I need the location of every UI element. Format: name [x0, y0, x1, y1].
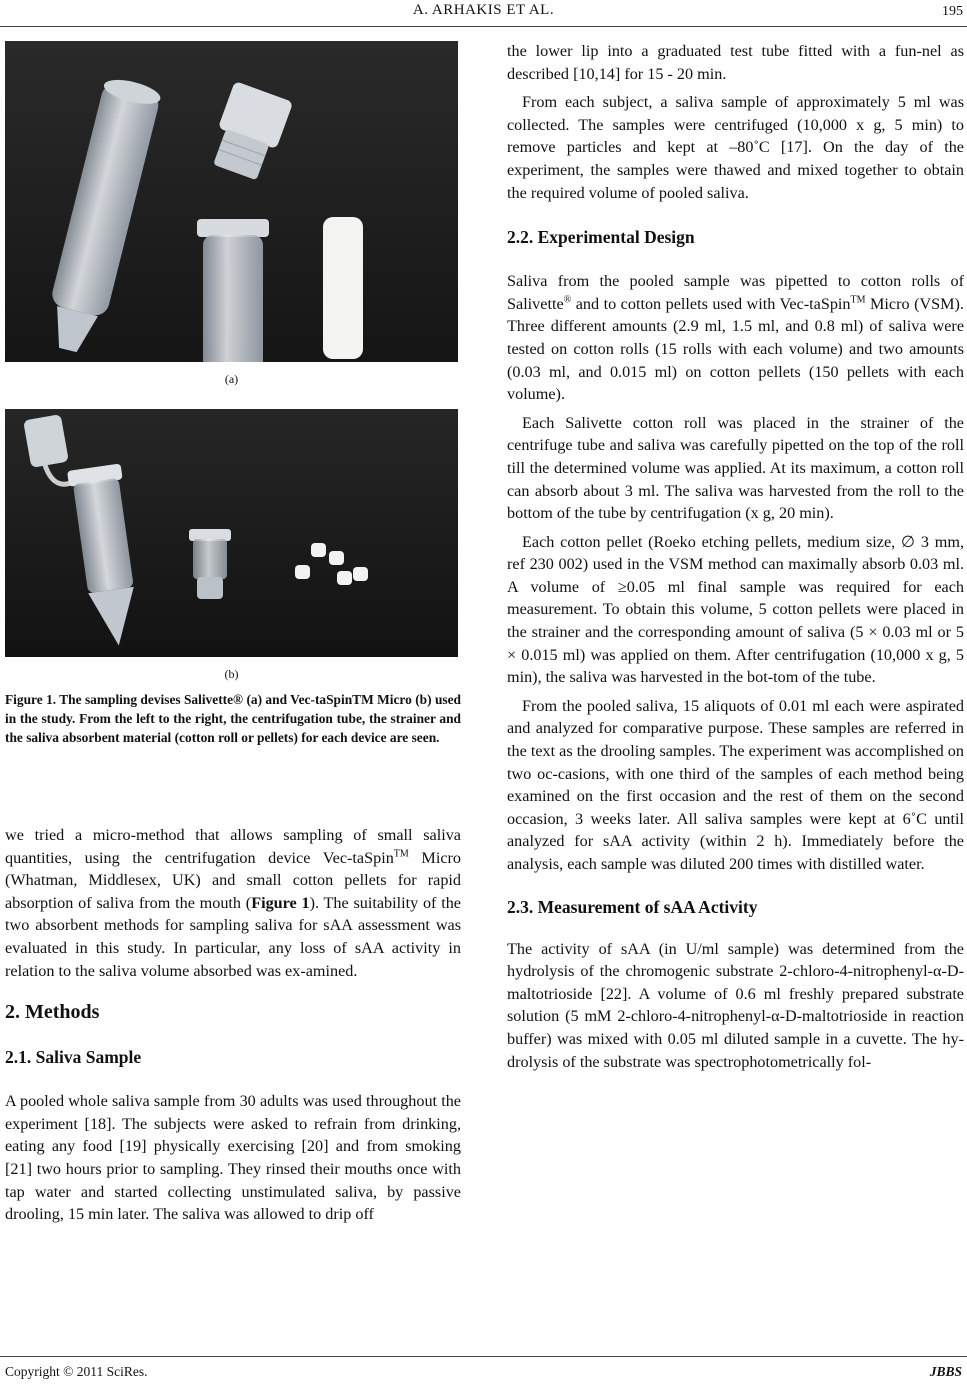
- section-heading-methods: 2. Methods: [5, 1001, 100, 1024]
- registered-mark: ®: [563, 294, 572, 306]
- text-run: ). The suitability of the two absorbent methods for sampling saliva for sAA assessment was evaluated in this study. In particular, any loss of sAA activity in relation to the saliva volume absorbed was ex-amined.: [5, 893, 461, 980]
- subsection-heading-measurement: 2.3. Measurement of sAA Activity: [507, 896, 758, 917]
- text-run: we tried a micro-method that allows sampling of small saliva quantities, using the centrifugation device Vec-taSpin: [5, 826, 461, 867]
- header-rule: [0, 26, 967, 27]
- right-paragraph-5: Each cotton pellet (Roeko etching pellets, medium size, ∅ 3 mm, ref 230 002) used in the VSM method can maximally absorb 0.03 ml. A volume of ≥0.05 ml final sample was required for each measurement. To obtain this volume, 5 cotton pellets were placed in the strainer and the corresponding amount of saliva (5 × 0.03 ml or 5 × 0.015 ml) was applied on them. After centrifugation (10,000 x g, 5 min), the saliva was harvested in the bot-tom of the tube.: [507, 532, 964, 687]
- trademark-mark: TM: [850, 294, 866, 306]
- footer-rule: [0, 1356, 967, 1357]
- page-number: 195: [942, 4, 963, 19]
- text-run: Micro (VSM). Three different amounts (2.9 ml, 1.5 ml, and 0.8 ml) of saliva were tested on cotton rolls (15 rolls with each volume) and two amounts (0.03 ml, and 0.015 ml) on cotton pellets (150 pellets with each volume).: [507, 294, 964, 404]
- right-paragraph-1: the lower lip into a graduated test tube fitted with a fun-nel as described [10,14] for 15 - 20 min.: [507, 42, 964, 83]
- figure-1b-photo: [5, 409, 458, 657]
- right-paragraph-6: From the pooled saliva, 15 aliquots of 0.01 ml each were aspirated and analyzed for comparative purpose. These samples are referred in the text as the drooling samples. The experiment was accomplished on two oc-casions, with one third of the samples of each method being examined on the first occasion and the rest of them on the second occasion, 3 weeks later. All saliva samples were kept at 6˚C until analyzed for sAA activity (within 2 h). Immediately before the analysis, each sample was diluted 200 times with distilled water.: [507, 696, 964, 873]
- footer-journal: JBBS: [929, 1364, 962, 1379]
- figure-1a-label: (a): [224, 372, 239, 386]
- right-paragraph-3: [507, 270, 964, 406]
- figure-1b-label: (b): [224, 667, 239, 681]
- right-paragraph-2: From each subject, a saliva sample of approximately 5 ml was collected. The samples were centrifuged (10,000 x g, 5 min) to remove particles and kept at –80˚C [17]. On the day of the experiment, the samples were thawed and mixed together to obtain the required volume of pooled saliva.: [507, 93, 964, 202]
- figure-1a-photo: [5, 41, 458, 362]
- footer-copyright: Copyright © 2011 SciRes.: [5, 1364, 148, 1379]
- text-run: Saliva from the pooled sample was pipetted to cotton rolls of Salivette: [507, 272, 964, 313]
- figure-1-caption: Figure 1. The sampling devises Salivette® (a) and Vec-taSpinTM Micro (b) used in the study. From the left to the right, the centrifugation tube, the strainer and the saliva absorbent material (cotton roll or pellets) for each device are seen.: [5, 692, 461, 746]
- left-paragraph-2: A pooled whole saliva sample from 30 adults was used throughout the experiment [18]. The subjects were asked to refrain from drinking, eating any food [19] physically exercising [20] and from smoking [21] two hours prior to sampling. They rinsed their mouths once with tap water and started collecting unstimulated saliva, by passive drooling, 15 min later. The saliva was allowed to drip off: [5, 1092, 461, 1224]
- salivette-device-illustration: [5, 41, 458, 362]
- left-paragraph-1: [5, 824, 461, 982]
- running-header: A. ARHAKIS ET AL.: [412, 2, 555, 18]
- right-column: [507, 40, 964, 1079]
- subsection-heading-experimental-design: 2.2. Experimental Design: [507, 227, 695, 248]
- text-run: and to cotton pellets used with Vec-taSpin: [571, 294, 851, 313]
- right-paragraph-7: The activity of sAA (in U/ml sample) was determined from the hydrolysis of the chromogenic substrate 2-chloro-4-nitrophenyl-α-D-maltotrioside [22]. A volume of 0.6 ml freshly prepared substrate solution (5 mM 2-chloro-4-nitrophenyl-α-D-maltotrioside in reaction buffer) was mixed with 0.05 ml diluted sample in a cuvette. The hy-drolysis of the substrate was spectrophotometrically fol-: [507, 939, 964, 1071]
- figure-reference: Figure 1: [251, 893, 310, 912]
- right-paragraph-4: Each Salivette cotton roll was placed in the strainer of the centrifuge tube and saliva was carefully pipetted on the top of the roll till the determined volume was applied. At its maximum, a cotton roll can absorb about 3 ml. The saliva was harvested from the roll to the bottom of the tube by centrifugation (x g, 20 min).: [507, 413, 964, 523]
- subsection-heading-saliva-sample: 2.1. Saliva Sample: [5, 1047, 142, 1068]
- text-run: Micro (Whatman, Middlesex, UK) and small cotton pellets for rapid absorption of saliva from the mouth (: [5, 848, 461, 912]
- left-column: [5, 824, 461, 1232]
- vectaspin-device-illustration: [5, 409, 458, 657]
- trademark-mark: TM: [393, 848, 409, 860]
